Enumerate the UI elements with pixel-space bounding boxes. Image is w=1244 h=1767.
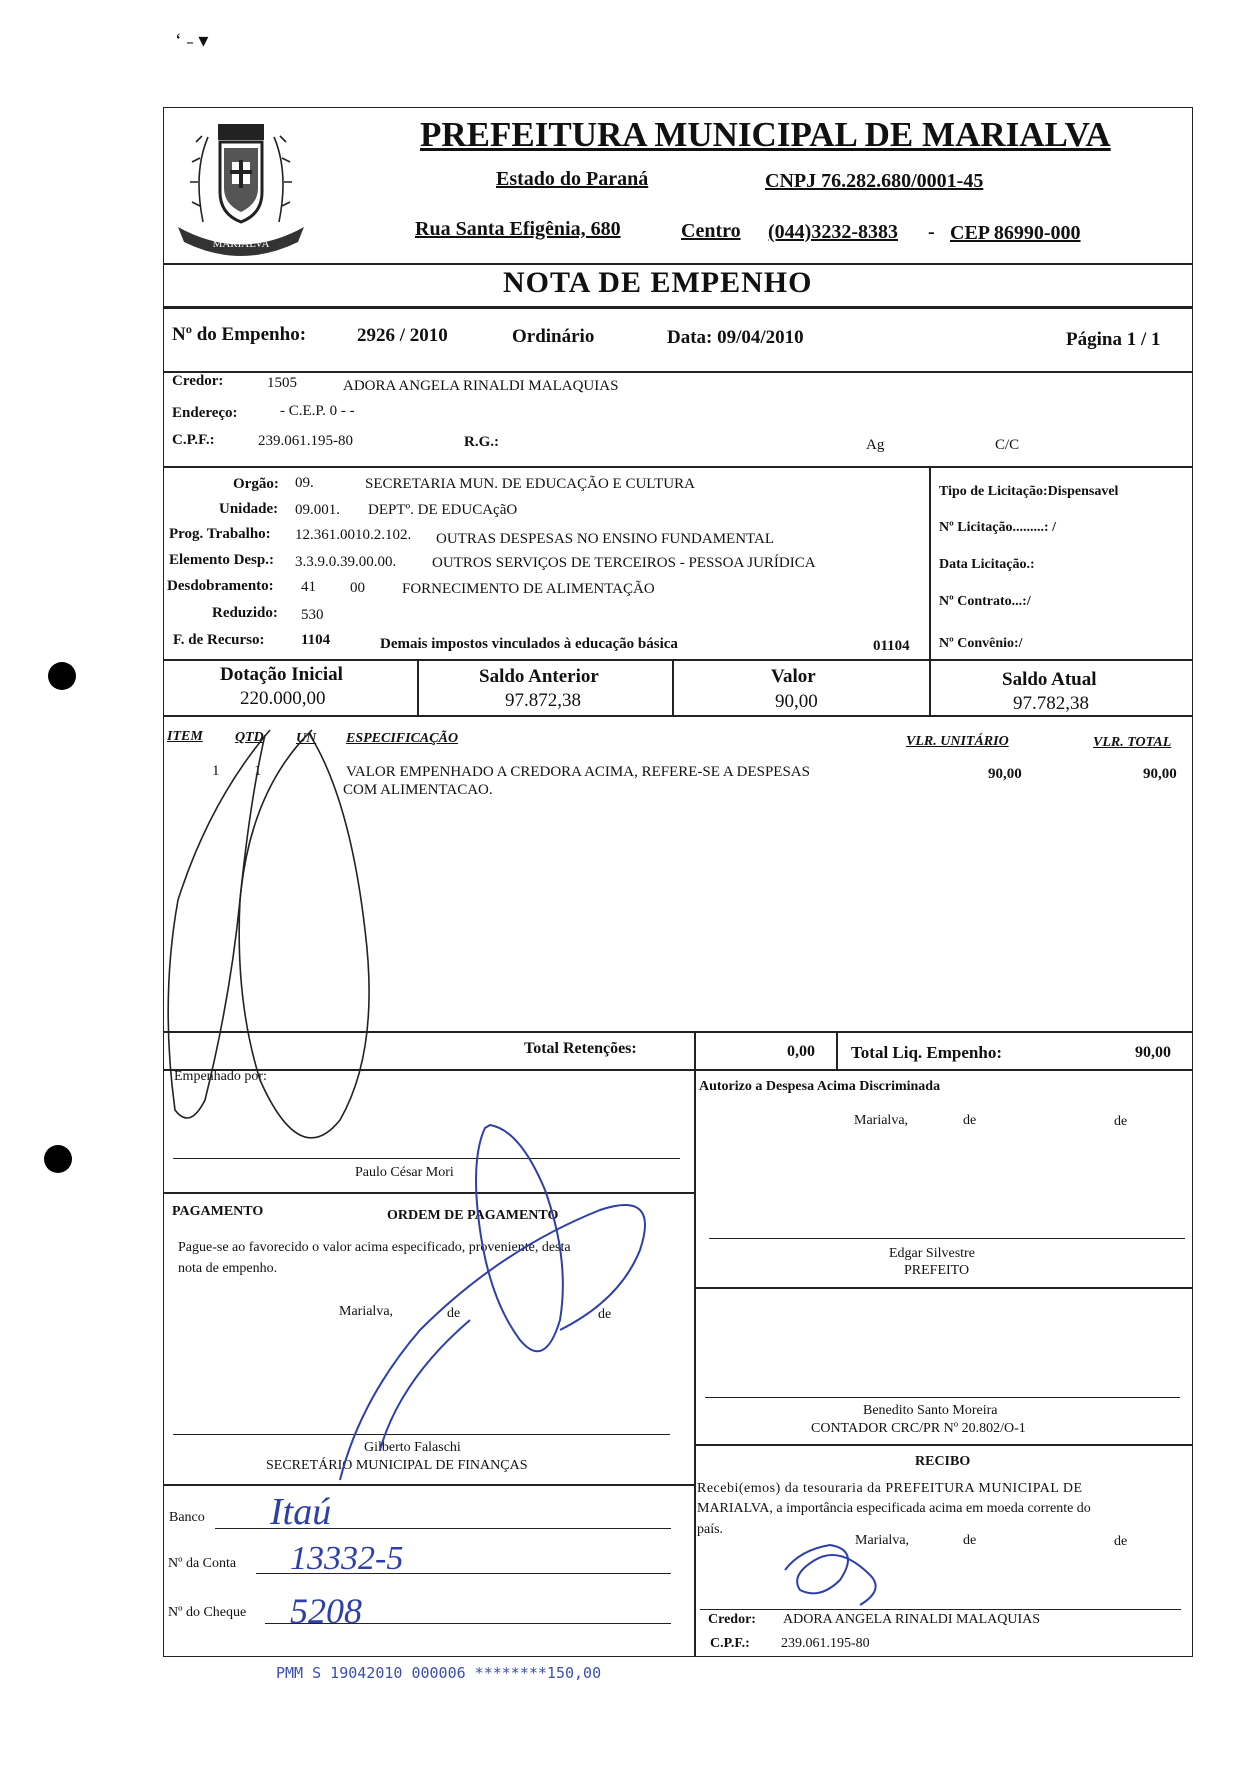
divider	[694, 1444, 1193, 1446]
empenho-label: Nº do Empenho:	[172, 324, 307, 345]
cpf-label: C.P.F.:	[172, 432, 215, 448]
orgao-desc: SECRETARIA MUN. DE EDUCAÇÃO E CULTURA	[365, 476, 695, 492]
orgao-label: Orgão:	[233, 476, 279, 492]
autorizo-place: Marialva,	[854, 1113, 909, 1128]
unidade-label: Unidade:	[219, 501, 279, 517]
elemento-desc: OUTROS SERVIÇOS DE TERCEIROS - PESSOA JURÍDICA	[432, 555, 816, 571]
divider	[163, 263, 1193, 265]
banco-handwritten-value: Itaú	[270, 1491, 332, 1533]
divider	[163, 1031, 1193, 1033]
divider-vertical	[694, 1031, 696, 1069]
col-un: UN	[296, 731, 317, 746]
signature-line	[705, 1397, 1180, 1398]
recibo-text-1: Recebi(emos) da tesouraria da PREFEITURA MUNICIPAL DE	[697, 1481, 1083, 1496]
col-total: VLR. TOTAL	[1093, 735, 1172, 750]
signature-line	[173, 1158, 680, 1159]
saldo-atual-label: Saldo Atual	[1002, 669, 1097, 690]
elemento-label: Elemento Desp.:	[169, 552, 274, 568]
header-street: Rua Santa Efigênia, 680	[415, 218, 621, 240]
autorizo-de-2: de	[1114, 1114, 1128, 1129]
desdobramento-code1: 41	[301, 579, 316, 595]
cc-label: C/C	[995, 437, 1020, 453]
divider	[163, 715, 1193, 717]
divider	[694, 1287, 1193, 1289]
conta-handwritten-value: 13332-5	[290, 1540, 404, 1577]
prefeito-name: Edgar Silvestre	[889, 1246, 975, 1261]
divider	[163, 306, 1193, 309]
item-espec-line1: VALOR EMPENHADO A CREDORA ACIMA, REFERE-SE A DESPESAS	[346, 764, 810, 780]
financas-name: Gilberto Falaschi	[364, 1440, 461, 1455]
endereco-label: Endereço:	[172, 405, 238, 421]
header-phone: (044)3232-8383	[768, 221, 898, 243]
divider	[163, 659, 1193, 661]
header-district: Centro	[681, 220, 741, 242]
dotacao-label: Dotação Inicial	[220, 664, 343, 685]
desdobramento-code2: 00	[350, 580, 365, 596]
empenho-number: 2926 / 2010	[357, 325, 448, 346]
elemento-code: 3.3.9.0.39.00.00.	[295, 554, 397, 570]
recibo-text-2: MARIALVA, a importância especificada acima em moeda corrente do	[697, 1501, 1091, 1516]
item-total-value: 90,00	[1143, 766, 1177, 782]
divider	[163, 1069, 1193, 1071]
empenho-page: Página 1 / 1	[1066, 329, 1161, 350]
autorizo-de-1: de	[963, 1113, 977, 1128]
scan-mark: ‘ ˗ ▾	[175, 30, 209, 52]
divider-vertical	[929, 466, 931, 660]
header-cnpj: CNPJ 76.282.680/0001-45	[765, 170, 984, 192]
banco-label: Banco	[169, 1510, 205, 1525]
ag-label: Ag	[866, 437, 885, 453]
item-qtd: 1	[254, 763, 262, 779]
header-dash: -	[928, 221, 935, 243]
licitacao-tipo: Tipo de Licitação:Dispensavel	[939, 484, 1119, 499]
cpf-value: 239.061.195-80	[258, 433, 353, 449]
item-unit-value: 90,00	[988, 766, 1022, 782]
coat-of-arms-logo	[168, 102, 314, 258]
desdobramento-label: Desdobramento:	[167, 578, 274, 594]
credor-name: ADORA ANGELA RINALDI MALAQUIAS	[343, 378, 619, 394]
recurso-desc: Demais impostos vinculados à educação básica	[380, 636, 678, 652]
divider-vertical	[836, 1031, 838, 1069]
credor-code: 1505	[267, 375, 297, 391]
saldo-atual-value: 97.782,38	[1013, 693, 1089, 714]
prog-label: Prog. Trabalho:	[169, 526, 271, 542]
orgao-code: 09.	[295, 475, 314, 491]
recibo-place: Marialva,	[855, 1533, 910, 1548]
reduzido-value: 530	[301, 607, 324, 623]
pagamento-label: PAGAMENTO	[172, 1204, 264, 1219]
signature-line	[700, 1609, 1181, 1610]
conta-label: Nº da Conta	[168, 1556, 237, 1571]
dotacao-value: 220.000,00	[240, 688, 326, 709]
header-state: Estado do Paraná	[496, 168, 649, 190]
saldo-anterior-value: 97.872,38	[505, 690, 581, 711]
pagamento-text-1: Pague-se ao favorecido o valor acima especificado, proveniente, desta	[178, 1240, 571, 1255]
contador-role: CONTADOR CRC/PR Nº 20.802/O-1	[811, 1421, 1026, 1436]
col-qtd: QTD	[235, 730, 264, 745]
licitacao-data: Data Licitação.:	[939, 557, 1035, 572]
punch-hole-bottom	[44, 1145, 72, 1173]
document-title: NOTA DE EMPENHO	[503, 266, 813, 299]
divider	[163, 1192, 694, 1194]
licitacao-convenio: Nº Convênio:/	[939, 636, 1023, 651]
header-cep: CEP 86990-000	[950, 222, 1081, 244]
col-especificacao: ESPECIFICAÇÃO	[346, 731, 459, 746]
contador-name: Benedito Santo Moreira	[863, 1403, 998, 1418]
divider	[163, 466, 1193, 468]
liq-empenho-label: Total Liq. Empenho:	[851, 1043, 1002, 1062]
retencoes-label: Total Retenções:	[524, 1040, 637, 1057]
liq-empenho-value: 90,00	[1135, 1044, 1171, 1061]
item-number: 1	[212, 763, 220, 779]
prog-code: 12.361.0010.2.102.	[295, 527, 412, 543]
licitacao-contrato: Nº Contrato...:/	[939, 594, 1031, 609]
logo-text: MARIALVA	[212, 238, 270, 250]
unidade-desc: DEPTº. DE EDUCAçãO	[368, 502, 518, 518]
col-item: ITEM	[167, 729, 203, 744]
valor-label: Valor	[771, 666, 816, 687]
empenho-type: Ordinário	[512, 326, 595, 347]
recurso-code: 1104	[301, 632, 331, 648]
rg-label: R.G.:	[464, 434, 499, 450]
recibo-cpf-value: 239.061.195-80	[781, 1636, 870, 1651]
recurso-label: F. de Recurso:	[173, 632, 265, 648]
recurso-code2: 01104	[873, 638, 910, 654]
desdobramento-desc: FORNECIMENTO DE ALIMENTAÇÃO	[402, 581, 655, 597]
cheque-handwritten-value: 5208	[290, 1591, 362, 1631]
divider-vertical	[672, 659, 674, 715]
reduzido-label: Reduzido:	[212, 605, 278, 621]
recibo-de-2: de	[1114, 1534, 1128, 1549]
prefeito-role: PREFEITO	[904, 1263, 970, 1278]
empenhado-name: Paulo César Mori	[355, 1165, 454, 1180]
recibo-text-3: país.	[697, 1522, 724, 1537]
recibo-de-1: de	[963, 1533, 977, 1548]
signature-line	[173, 1434, 670, 1435]
autorizo-label: Autorizo a Despesa Acima Discriminada	[699, 1079, 941, 1094]
divider-vertical	[694, 1069, 696, 1657]
divider	[163, 1484, 694, 1486]
prog-desc: OUTRAS DESPESAS NO ENSINO FUNDAMENTAL	[436, 531, 774, 547]
licitacao-numero: Nº Licitação.........: /	[939, 520, 1056, 535]
financas-role: SECRETÁRIO MUNICIPAL DE FINANÇAS	[266, 1458, 528, 1473]
pagamento-de-1: de	[447, 1306, 461, 1321]
payment-stamp: PMM S 19042010 000006 ********150,00	[276, 1664, 602, 1682]
pagamento-de-2: de	[598, 1307, 612, 1322]
recibo-cpf-label: C.P.F.:	[710, 1636, 750, 1651]
unidade-code: 09.001.	[295, 502, 340, 518]
ordem-pagamento-label: ORDEM DE PAGAMENTO	[387, 1208, 559, 1223]
recibo-credor-label: Credor:	[708, 1612, 756, 1627]
retencoes-value: 0,00	[787, 1043, 815, 1060]
saldo-anterior-label: Saldo Anterior	[479, 666, 599, 687]
recibo-credor-value: ADORA ANGELA RINALDI MALAQUIAS	[783, 1612, 1041, 1627]
item-espec-line2: COM ALIMENTACAO.	[343, 782, 493, 798]
empenhado-label: Empenhado por:	[174, 1069, 267, 1084]
col-unitario: VLR. UNITÁRIO	[906, 734, 1009, 749]
pagamento-text-2: nota de empenho.	[178, 1261, 278, 1276]
empenho-date: Data: 09/04/2010	[667, 327, 804, 348]
signature-line	[709, 1238, 1185, 1239]
cheque-label: Nº do Cheque	[168, 1605, 247, 1620]
endereco-value: - C.E.P. 0 - -	[280, 403, 355, 419]
divider-vertical	[929, 659, 931, 715]
credor-label: Credor:	[172, 373, 224, 389]
divider-vertical	[417, 659, 419, 715]
pagamento-place: Marialva,	[339, 1304, 394, 1319]
header-title: PREFEITURA MUNICIPAL DE MARIALVA	[420, 115, 1111, 154]
valor-value: 90,00	[775, 691, 818, 712]
divider	[163, 371, 1193, 373]
punch-hole-top	[48, 662, 76, 690]
recibo-title: RECIBO	[915, 1454, 971, 1469]
